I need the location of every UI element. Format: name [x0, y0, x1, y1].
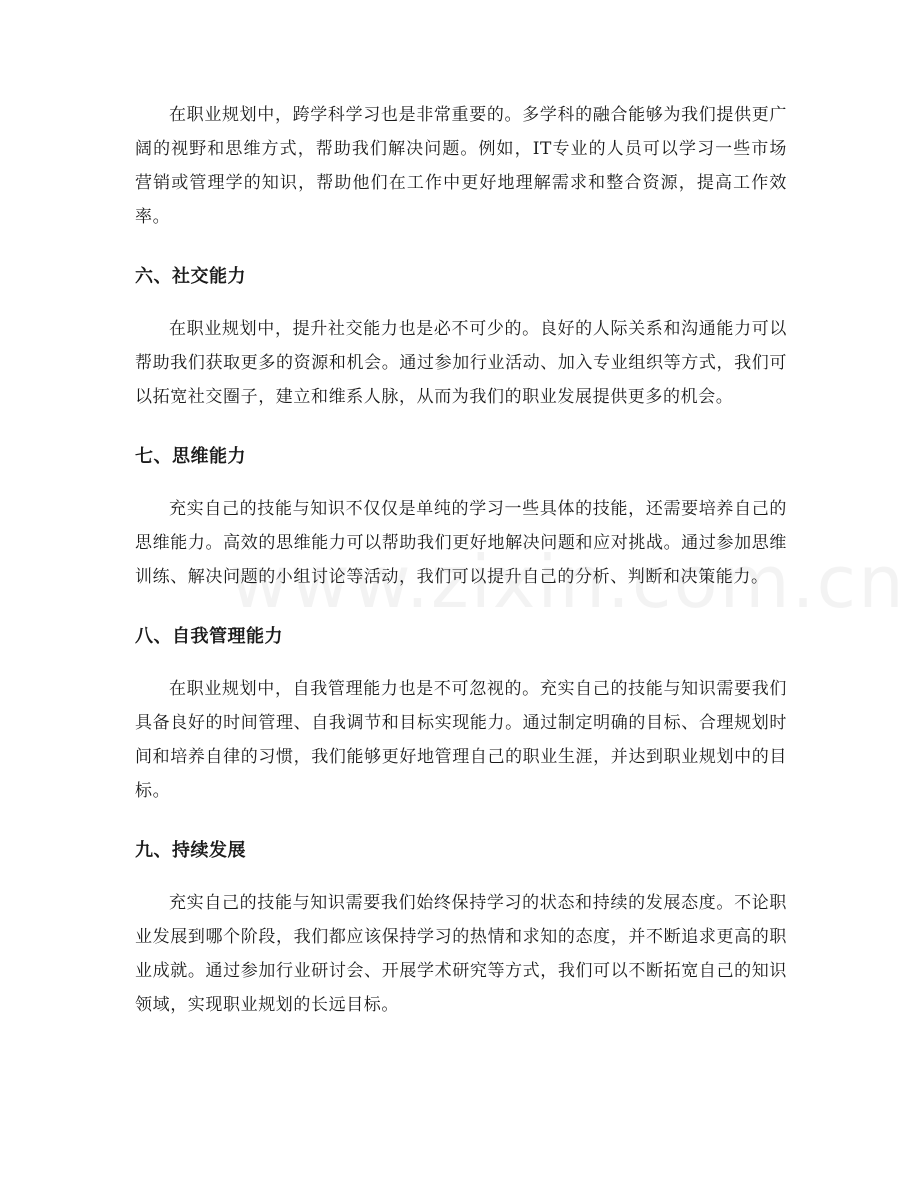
section-heading-thinking-skills: 七、思维能力	[135, 446, 246, 467]
paragraph-self-management: 在职业规划中，自我管理能力也是不可忽视的。充实自己的技能与知识需要我们具备良好的时间管理、自我调节和目标实现能力。通过制定明确的目标、合理规划时间和培养自律的习惯，我们能够更好地管理自己的职业生涯，并达到职业规划中的目标。	[135, 679, 787, 801]
section-heading-social-skills: 六、社交能力	[135, 266, 246, 287]
paragraph-interdisciplinary-learning: 在职业规划中，跨学科学习也是非常重要的。多学科的融合能够为我们提供更广阔的视野和思维方式，帮助我们解决问题。例如，IT专业的人员可以学习一些市场营销或管理学的知识，帮助他们在工作中更好地理解需求和整合资源，提高工作效率。	[135, 105, 787, 227]
paragraph-thinking-skills: 充实自己的技能与知识不仅仅是单纯的学习一些具体的技能，还需要培养自己的思维能力。高效的思维能力可以帮助我们更好地解决问题和应对挑战。通过参加思维训练、解决问题的小组讨论等活动，我们可以提升自己的分析、判断和决策能力。	[135, 499, 787, 587]
document-page	[135, 98, 787, 1022]
section-heading-continuous-development: 九、持续发展	[135, 840, 246, 861]
paragraph-continuous-development: 充实自己的技能与知识需要我们始终保持学习的状态和持续的发展态度。不论职业发展到哪个阶段，我们都应该保持学习的热情和求知的态度，并不断追求更高的职业成就。通过参加行业研讨会、开展学术研究等方式，我们可以不断拓宽自己的知识领域，实现职业规划的长远目标。	[135, 893, 787, 1015]
paragraph-social-skills: 在职业规划中，提升社交能力也是必不可少的。良好的人际关系和沟通能力可以帮助我们获取更多的资源和机会。通过参加行业活动、加入专业组织等方式，我们可以拓宽社交圈子，建立和维系人脉，从而为我们的职业发展提供更多的机会。	[135, 319, 787, 407]
section-heading-self-management: 八、自我管理能力	[135, 626, 283, 647]
